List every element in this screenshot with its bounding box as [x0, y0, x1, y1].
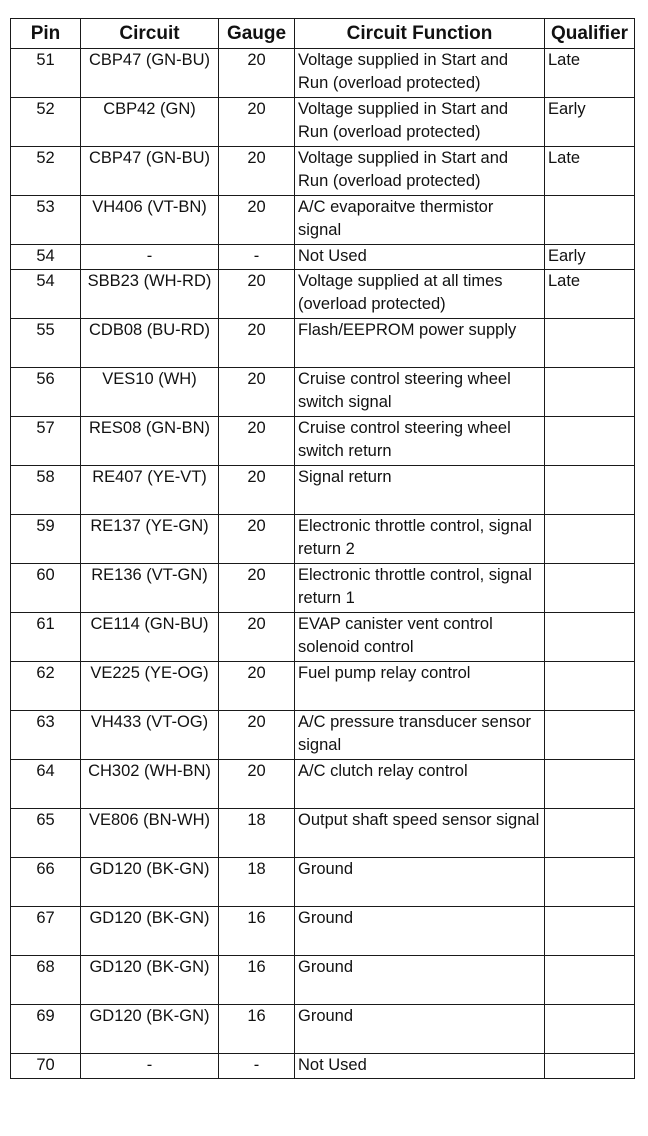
table-row: [11, 417, 635, 466]
qualifier-cell: Late: [545, 147, 635, 196]
gauge-cell: 20: [219, 662, 295, 711]
gauge-cell: 20: [219, 711, 295, 760]
pin-cell: 63: [11, 711, 81, 760]
gauge-cell: 20: [219, 196, 295, 245]
table-row: [11, 515, 635, 564]
circuit-function-cell: Ground: [295, 858, 545, 907]
qualifier-cell: [545, 858, 635, 907]
pinout-table: [10, 18, 635, 1079]
circuit-cell: -: [81, 1054, 219, 1079]
circuit-function-cell: EVAP canister vent control solenoid control: [295, 613, 545, 662]
table-row: [11, 1005, 635, 1054]
circuit-cell: VH406 (VT-BN): [81, 196, 219, 245]
pin-cell: 55: [11, 319, 81, 368]
pin-cell: 65: [11, 809, 81, 858]
gauge-cell: 16: [219, 1005, 295, 1054]
qualifier-cell: Early: [545, 245, 635, 270]
pin-cell: 56: [11, 368, 81, 417]
circuit-function-cell: Electronic throttle control, signal return 2: [295, 515, 545, 564]
pin-cell: 52: [11, 98, 81, 147]
circuit-cell: CH302 (WH-BN): [81, 760, 219, 809]
pin-cell: 52: [11, 147, 81, 196]
circuit-cell: RE137 (YE-GN): [81, 515, 219, 564]
circuit-function-cell: Voltage supplied in Start and Run (overload protected): [295, 147, 545, 196]
pin-cell: 67: [11, 907, 81, 956]
pin-cell: 57: [11, 417, 81, 466]
circuit-cell: GD120 (BK-GN): [81, 858, 219, 907]
qualifier-cell: [545, 613, 635, 662]
table-row: [11, 466, 635, 515]
gauge-cell: 20: [219, 515, 295, 564]
qualifier-cell: Early: [545, 98, 635, 147]
circuit-cell: RE136 (VT-GN): [81, 564, 219, 613]
circuit-cell: VH433 (VT-OG): [81, 711, 219, 760]
table-row: [11, 319, 635, 368]
table-row: [11, 245, 635, 270]
circuit-function-cell: Ground: [295, 956, 545, 1005]
circuit-function-cell: Cruise control steering wheel switch signal: [295, 368, 545, 417]
circuit-cell: CE114 (GN-BU): [81, 613, 219, 662]
gauge-cell: 20: [219, 49, 295, 98]
circuit-function-cell: Voltage supplied in Start and Run (overload protected): [295, 98, 545, 147]
qualifier-cell: [545, 196, 635, 245]
table-row: [11, 907, 635, 956]
circuit-function-cell: A/C pressure transducer sensor signal: [295, 711, 545, 760]
circuit-function-cell: Flash/EEPROM power supply: [295, 319, 545, 368]
qualifier-cell: Late: [545, 49, 635, 98]
circuit-function-cell: Ground: [295, 907, 545, 956]
table-row: [11, 711, 635, 760]
gauge-cell: 20: [219, 319, 295, 368]
gauge-cell: 20: [219, 466, 295, 515]
pin-cell: 54: [11, 270, 81, 319]
table-row: [11, 858, 635, 907]
header-row: [11, 19, 635, 49]
gauge-cell: 20: [219, 417, 295, 466]
table-row: [11, 49, 635, 98]
circuit-function-cell: Output shaft speed sensor signal: [295, 809, 545, 858]
gauge-cell: 20: [219, 98, 295, 147]
gauge-cell: 20: [219, 564, 295, 613]
qualifier-cell: [545, 515, 635, 564]
table-row: [11, 662, 635, 711]
table-row: [11, 564, 635, 613]
table-row: [11, 196, 635, 245]
circuit-cell: CBP42 (GN): [81, 98, 219, 147]
circuit-function-cell: Ground: [295, 1005, 545, 1054]
pin-cell: 59: [11, 515, 81, 564]
pin-cell: 60: [11, 564, 81, 613]
pin-cell: 68: [11, 956, 81, 1005]
circuit-function-cell: Signal return: [295, 466, 545, 515]
header-gauge: Gauge: [219, 19, 295, 49]
pin-cell: 54: [11, 245, 81, 270]
gauge-cell: 20: [219, 147, 295, 196]
pin-cell: 61: [11, 613, 81, 662]
circuit-cell: -: [81, 245, 219, 270]
circuit-cell: GD120 (BK-GN): [81, 907, 219, 956]
gauge-cell: 18: [219, 809, 295, 858]
qualifier-cell: [545, 956, 635, 1005]
qualifier-cell: [545, 1054, 635, 1079]
pin-cell: 53: [11, 196, 81, 245]
table-row: [11, 98, 635, 147]
circuit-cell: SBB23 (WH-RD): [81, 270, 219, 319]
circuit-function-cell: Voltage supplied at all times (overload protected): [295, 270, 545, 319]
gauge-cell: 20: [219, 368, 295, 417]
circuit-function-cell: Electronic throttle control, signal return 1: [295, 564, 545, 613]
qualifier-cell: [545, 466, 635, 515]
circuit-function-cell: Not Used: [295, 1054, 545, 1079]
header-pin: Pin: [11, 19, 81, 49]
gauge-cell: 20: [219, 760, 295, 809]
pin-cell: 58: [11, 466, 81, 515]
circuit-cell: RES08 (GN-BN): [81, 417, 219, 466]
circuit-cell: GD120 (BK-GN): [81, 1005, 219, 1054]
header-qualifier: Qualifier: [545, 19, 635, 49]
qualifier-cell: Late: [545, 270, 635, 319]
pin-cell: 51: [11, 49, 81, 98]
pin-cell: 69: [11, 1005, 81, 1054]
gauge-cell: -: [219, 1054, 295, 1079]
qualifier-cell: [545, 564, 635, 613]
qualifier-cell: [545, 662, 635, 711]
table-row: [11, 760, 635, 809]
circuit-cell: CDB08 (BU-RD): [81, 319, 219, 368]
circuit-function-cell: A/C evaporaitve thermistor signal: [295, 196, 545, 245]
table-row: [11, 613, 635, 662]
gauge-cell: 20: [219, 270, 295, 319]
circuit-function-cell: Cruise control steering wheel switch return: [295, 417, 545, 466]
qualifier-cell: [545, 417, 635, 466]
circuit-cell: CBP47 (GN-BU): [81, 49, 219, 98]
pin-cell: 62: [11, 662, 81, 711]
qualifier-cell: [545, 319, 635, 368]
pin-cell: 66: [11, 858, 81, 907]
table-row: [11, 270, 635, 319]
gauge-cell: 16: [219, 907, 295, 956]
table-row: [11, 368, 635, 417]
qualifier-cell: [545, 368, 635, 417]
qualifier-cell: [545, 907, 635, 956]
table-row: [11, 147, 635, 196]
circuit-cell: GD120 (BK-GN): [81, 956, 219, 1005]
qualifier-cell: [545, 760, 635, 809]
qualifier-cell: [545, 1005, 635, 1054]
gauge-cell: 20: [219, 613, 295, 662]
circuit-function-cell: Fuel pump relay control: [295, 662, 545, 711]
header-circuit-function: Circuit Function: [295, 19, 545, 49]
pin-cell: 64: [11, 760, 81, 809]
qualifier-cell: [545, 809, 635, 858]
pinout-sheet: [10, 18, 634, 1079]
circuit-function-cell: A/C clutch relay control: [295, 760, 545, 809]
circuit-function-cell: Not Used: [295, 245, 545, 270]
table-row: [11, 1054, 635, 1079]
table-row: [11, 956, 635, 1005]
gauge-cell: 16: [219, 956, 295, 1005]
pin-rows: [11, 49, 635, 1079]
gauge-cell: -: [219, 245, 295, 270]
pin-cell: 70: [11, 1054, 81, 1079]
qualifier-cell: [545, 711, 635, 760]
circuit-cell: VE806 (BN-WH): [81, 809, 219, 858]
circuit-function-cell: Voltage supplied in Start and Run (overload protected): [295, 49, 545, 98]
circuit-cell: VE225 (YE-OG): [81, 662, 219, 711]
table-row: [11, 809, 635, 858]
circuit-cell: CBP47 (GN-BU): [81, 147, 219, 196]
circuit-cell: RE407 (YE-VT): [81, 466, 219, 515]
circuit-cell: VES10 (WH): [81, 368, 219, 417]
header-circuit: Circuit: [81, 19, 219, 49]
gauge-cell: 18: [219, 858, 295, 907]
